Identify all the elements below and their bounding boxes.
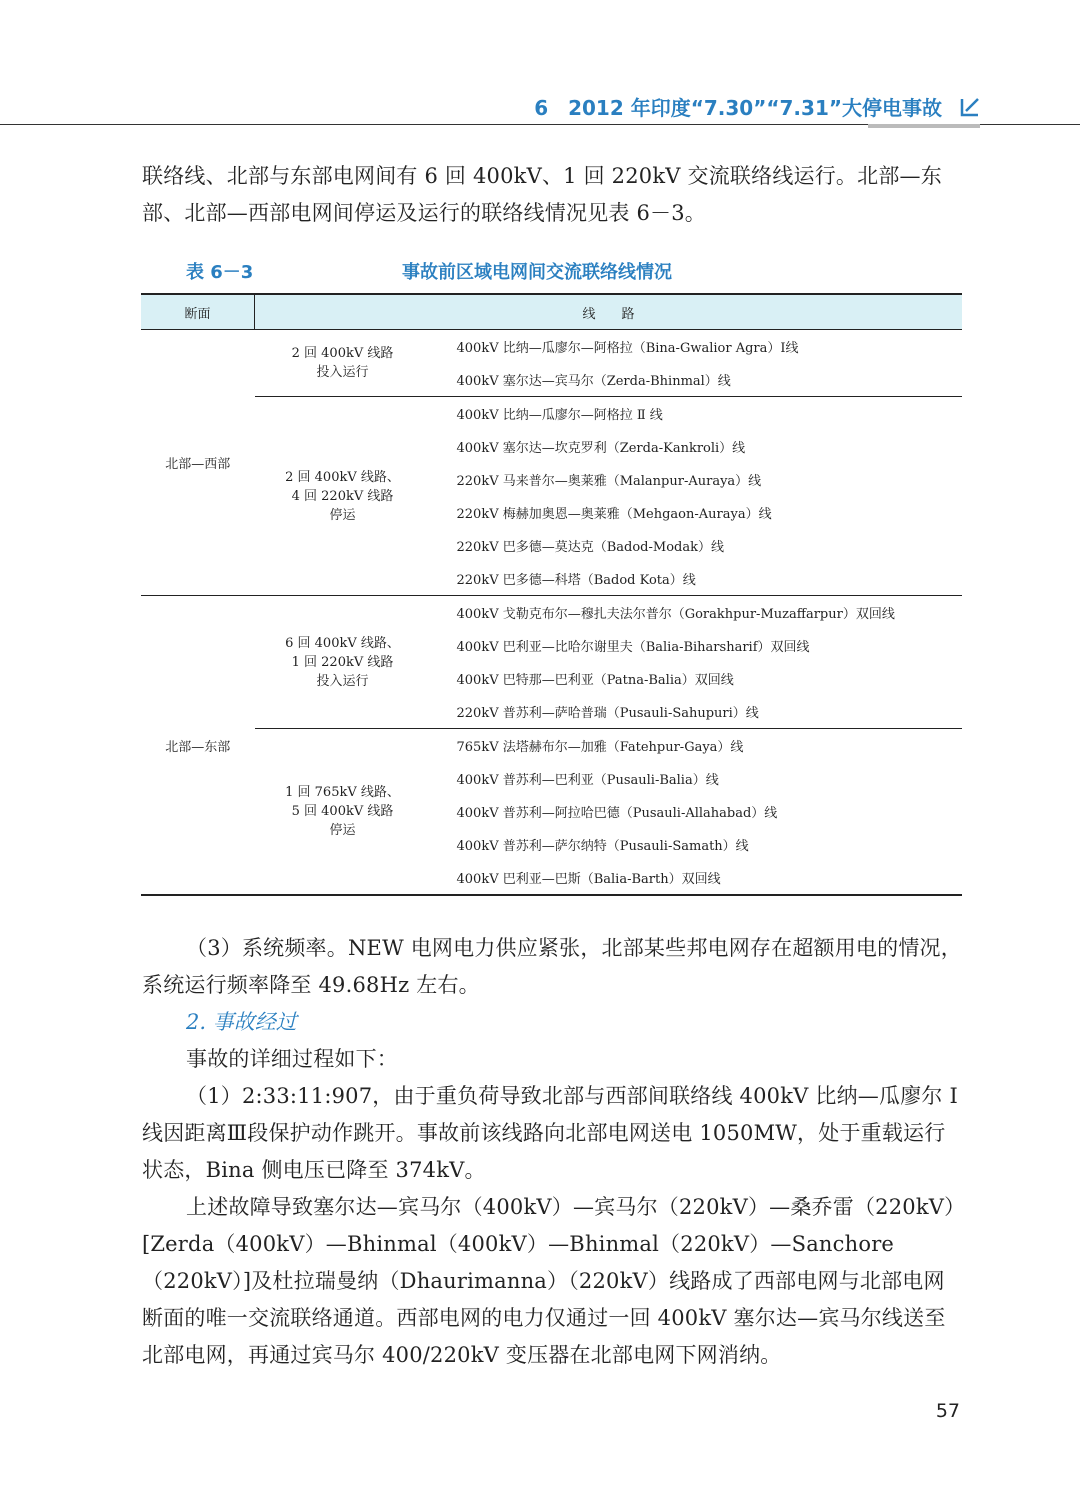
line-cell: 220kV 巴多德—科塔（Badod Kota）线 bbox=[456, 573, 696, 588]
group-label-line: 停运 bbox=[329, 507, 356, 523]
page-number: 57 bbox=[935, 1400, 960, 1422]
line-cell: 220kV 巴多德—莫达克（Badod-Modak）线 bbox=[456, 540, 724, 555]
group-label-line: 1 回 765kV 线路、 bbox=[285, 785, 400, 800]
line-cell: 400kV 巴利亚—巴斯（Balia-Barth）双回线 bbox=[431, 861, 963, 895]
line-cell: 220kV 梅赫加奥恩—奥莱雅（Mehgaon-Auraya）线 bbox=[456, 507, 772, 522]
paragraph-step-1: （1）2:33:11:907，由于重负荷导致北部与西部间联络线 400kV 比纳—瓜廖尔 Ⅰ 线因距离Ⅲ段保护动作跳开。事故前该线路向北部电网送电 1050MW，处于重载运行状态，Bina 侧电压已降至 374kV。 bbox=[142, 1084, 958, 1182]
group-ne-outage bbox=[255, 729, 431, 896]
section-heading: 2. 事故经过 bbox=[186, 1010, 297, 1034]
line-cell: 400kV 塞尔达—坎克罗利（Zerda-Kankroli）线 bbox=[456, 441, 746, 456]
line-cell: 220kV 普苏利—萨哈普瑞（Pusauli-Sahupuri）线 bbox=[456, 706, 759, 721]
group-label-line: 2 回 400kV 线路、 bbox=[285, 469, 400, 485]
group-label-line: 6 回 400kV 线路、 bbox=[285, 635, 400, 651]
header-dashed-rule bbox=[980, 124, 1080, 125]
header-lines: 线 路 bbox=[255, 294, 963, 330]
group-ne-running bbox=[255, 596, 431, 729]
paragraph-frequency: （3）系统频率。NEW 电网电力供应紧张，北部某些邦电网存在超额用电的情况，系统运行频率降至 49.68Hz 左右。 bbox=[142, 936, 962, 997]
line-cell: 400kV 戈勒克布尔—穆扎夫法尔普尔（Gorakhpur-Muzaffarpur）双回线 bbox=[431, 596, 963, 630]
intro-paragraph: 联络线、北部与东部电网间有 6 回 400kV、1 回 220kV 交流联络线运行。北部—东部、北部—西部电网间停运及运行的联络线情况见表 6－3。 bbox=[142, 164, 942, 225]
interconnection-table bbox=[141, 293, 962, 896]
group-nw-outage bbox=[255, 397, 431, 596]
header-accent-bar bbox=[868, 124, 980, 128]
table-row bbox=[141, 330, 962, 364]
group-label-line: 停运 bbox=[329, 823, 356, 838]
group-label-line: 5 回 400kV 线路 bbox=[291, 804, 394, 819]
section-north-east: 北部—东部 bbox=[141, 596, 255, 896]
line-cell: 220kV 马来普尔—奥莱雅（Malanpur-Auraya）线 bbox=[456, 474, 762, 489]
line-cell: 400kV 塞尔达—宾马尔（Zerda-Bhinmal）线 bbox=[456, 374, 731, 389]
table-row bbox=[141, 397, 962, 431]
table-number: 表 6－3 bbox=[186, 262, 254, 283]
table-row bbox=[141, 596, 962, 630]
line-cell: 400kV 普苏利—萨尔纳特（Pusauli-Samath）线 bbox=[456, 839, 749, 854]
paragraph-consequence: 上述故障导致塞尔达—宾马尔（400kV）—宾马尔（220kV）—桑乔雷（220kV）[Zerda（400kV）—Bhinmal（400kV）—Bhinmal（220kV）—Sanchore（220kV）]及杜拉瑞曼纳（Dhaurimanna）（220kV）线路成了西部电网与北部电网断面的唯一交流联络通道。西部电网的电力仅通过一回 400kV 塞尔达—宾马尔线送至北部电网，再通过宾马尔 400/220kV 变压器在北部电网下网消纳。 bbox=[142, 1195, 955, 1367]
group-label-line: 2 回 400kV 线路 bbox=[291, 346, 394, 361]
table-row bbox=[141, 729, 962, 763]
group-nw-running bbox=[255, 330, 431, 397]
line-cell: 400kV 巴特那—巴利亚（Patna-Balia）双回线 bbox=[456, 673, 734, 688]
line-cell: 400kV 比纳—瓜廖尔—阿格拉（Bina-Gwalior Agra）Ⅰ线 bbox=[456, 341, 799, 356]
table-title: 事故前区域电网间交流联络线情况 bbox=[402, 262, 672, 283]
group-label-line: 4 回 220kV 线路 bbox=[291, 488, 394, 504]
paragraph-intro-process: 事故的详细过程如下： bbox=[186, 1047, 398, 1071]
table-header-row bbox=[141, 294, 962, 330]
section-north-west: 北部—西部 bbox=[165, 457, 231, 472]
group-label-line: 投入运行 bbox=[316, 365, 369, 380]
line-cell: 765kV 法塔赫布尔—加雅（Fatehpur-Gaya）线 bbox=[431, 729, 963, 763]
line-cell: 400kV 巴利亚—比哈尔谢里夫（Balia-Biharsharif）双回线 bbox=[456, 640, 810, 655]
line-cell: 400kV 普苏利—巴利亚（Pusauli-Balia）线 bbox=[456, 773, 719, 788]
group-label-line: 投入运行 bbox=[316, 673, 369, 689]
header-section: 断面 bbox=[141, 294, 255, 330]
corner-arrow-icon bbox=[958, 95, 982, 119]
line-cell: 400kV 普苏利—阿拉哈巴德（Pusauli-Allahabad）线 bbox=[456, 806, 778, 821]
group-label-line: 1 回 220kV 线路 bbox=[291, 654, 394, 670]
running-header: 6 2012 年印度“7.30”“7.31”大停电事故 bbox=[534, 96, 942, 120]
line-cell: 400kV 比纳—瓜廖尔—阿格拉 Ⅱ 线 bbox=[431, 397, 963, 431]
